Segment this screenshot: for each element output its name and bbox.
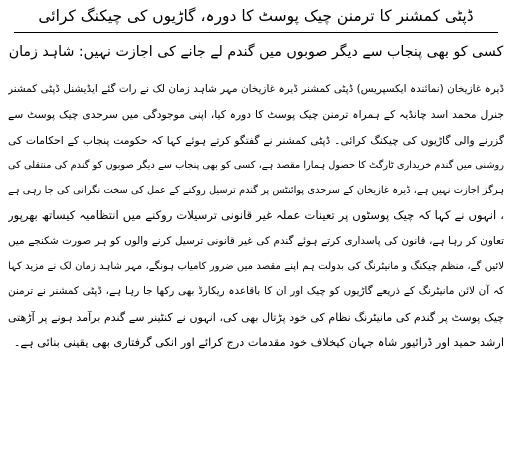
- article-body-line: گزرنے والی گاڑیوں کی چیکنگ کرائی۔ ڈپٹی کمشنر نے گفتگو کرتے ہوئے کہا کہ حکومت پنجاب کے احکامات کی: [8, 133, 504, 147]
- article-body-line: ، انہوں نے کہا کہ چیک پوسٹوں پر تعینات عملہ غیر قانونی ترسیلات روکنے میں انتظامیہ کیساتھ بھرپور: [8, 208, 504, 223]
- article-body-line: تعاون کر رہا ہے، قانون کی پاسداری کرتے ہوئے گندم کی غیر قانونی ترسیل کرنے والوں کو ہر صورت شکنجے میں: [8, 234, 504, 247]
- article-body-line: چیک پوسٹ پر گندم کی مانیٹرنگ نظام کی خود پڑتال بھی کی، انہوں نے کنٹینر سے گندم برآمد ہونے پر آڑھتی: [8, 310, 504, 324]
- article-subheadline: کسی کو بھی پنجاب سے دیگر صوبوں میں گندم لے جانے کی اجازت نہیں: شاہد زمان: [8, 44, 504, 60]
- article-body-line: ارشد حمید اور ڈرائیور شاہ جہان کیخلاف خود مقدمات درج کرائے اور انکی گرفتاری بھی یقینی بنائی ہے۔: [13, 335, 504, 349]
- article-body: [8, 77, 504, 355]
- article-headline: ڈپٹی کمشنر کا ترمنن چیک پوسٹ کا دورہ، گاڑیوں کی چیکنگ کرائی: [38, 7, 474, 25]
- article-body-line: روشنی میں گندم خریداری ٹارگٹ کا حصول ہمارا مقصد ہے، کسی کو بھی پنجاب سے دیگر صوبوں کو گندم کی منتقلی کی: [8, 159, 504, 171]
- article-body-line: ڈیرہ غازیخان (نمائندہ ایکسپریس) ڈپٹی کمشنر ڈیرہ غازیخان مہر شاہد زمان لک نے رات گئے ایڈیشنل ڈپٹی کمشنر: [8, 83, 504, 95]
- article-body-line: لائیں گے، منظم چیکنگ و مانیٹرنگ کی بدولت ہم اپنے مقصد میں ضرور کامیاب ہونگے، مہر شاہد زمان لک نے مزید کہا: [8, 261, 504, 273]
- article-body-line: کہ آن لائن مانیٹرنگ کے ذریعے گاڑیوں کو چیک اور ان کا باقاعدہ ریکارڈ بھی رکھا جا رہا ہے، ڈپٹی کمشنر نے ترمنن: [8, 285, 504, 298]
- headline-divider: [14, 32, 498, 33]
- article-body-line: ہرگز اجازت نہیں ہے، ڈیرہ غازیخان کے سرحدی پوائنٹس پر گندم ترسیل روکنے کے عمل کی سخت نگرانی کی جا رہی ہے: [8, 185, 504, 197]
- article-body-line: جنرل محمد اسد چانڈیہ کے ہمراہ ترمنن چیک پوسٹ کا دورہ کیا، اپنی موجودگی میں سرحدی چیک پوسٹ سے: [8, 108, 504, 122]
